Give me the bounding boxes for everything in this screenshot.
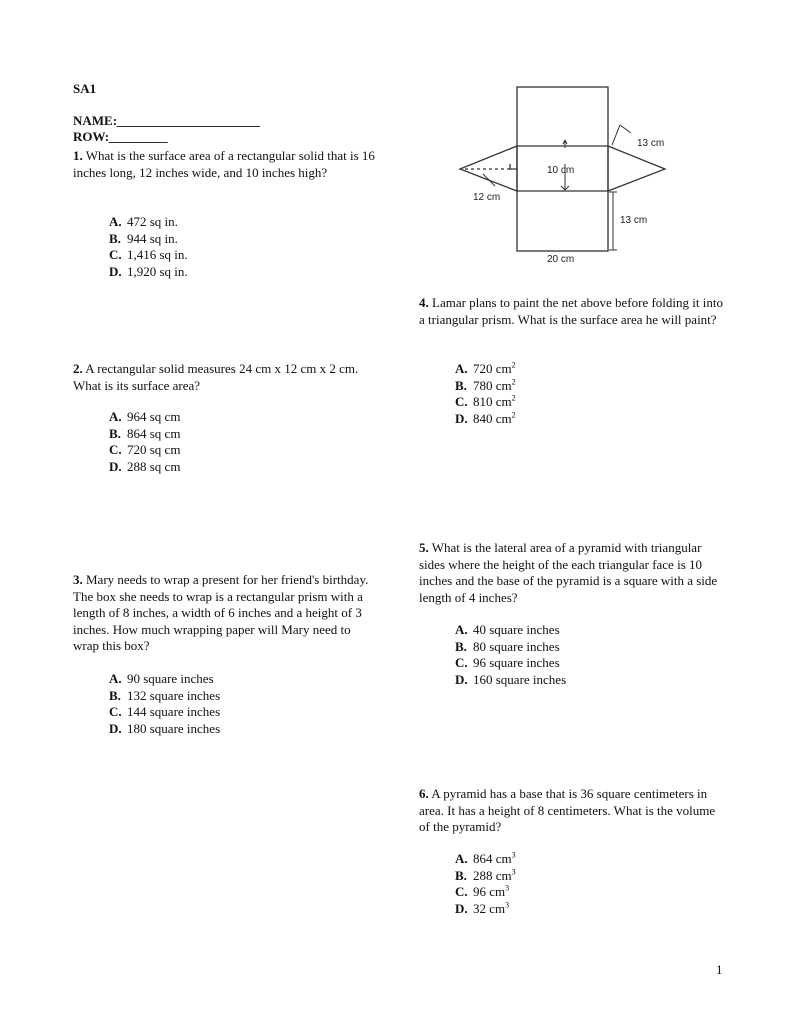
option-a <box>455 361 516 378</box>
option-letter: D. <box>109 458 122 474</box>
option-c <box>455 884 516 901</box>
option-letter: C. <box>109 442 122 457</box>
option-b <box>109 688 220 705</box>
unit-exponent: 3 <box>505 883 510 893</box>
option-text: 160 square inches <box>473 671 567 687</box>
option-text: 96 square inches <box>473 655 560 670</box>
option-text: 90 square inches <box>127 671 214 686</box>
option-text: 32 cm <box>473 900 506 916</box>
question-3 <box>73 572 378 655</box>
option-a <box>109 671 220 688</box>
option-text: 96 cm <box>473 884 506 899</box>
unit-exponent: 3 <box>511 850 516 860</box>
option-text: 1,416 sq in. <box>127 247 188 262</box>
name-field: NAME:______________________ <box>73 113 261 128</box>
option-b <box>109 231 188 248</box>
option-d <box>109 721 220 738</box>
label-10cm: 10 cm <box>547 165 575 176</box>
option-letter: B. <box>109 230 121 246</box>
label-13cm-slant: 13 cm <box>637 138 665 149</box>
option-a <box>109 409 180 426</box>
page-number: 1 <box>716 962 723 977</box>
prism-net-figure <box>455 80 695 270</box>
option-letter: A. <box>109 214 122 229</box>
right-triangle <box>608 146 665 191</box>
unit-exponent: 2 <box>511 377 516 387</box>
option-text: 864 sq cm <box>127 425 181 441</box>
option-a <box>455 622 566 639</box>
unit-exponent: 3 <box>505 900 510 910</box>
option-letter: A. <box>109 409 122 424</box>
option-letter: C. <box>109 247 122 262</box>
question-text: What is the surface area of a rectangular solid that is 16 inches long, 12 inches wide, and 10 inches high? <box>73 148 375 180</box>
option-text: 864 cm <box>473 851 512 866</box>
question-5 <box>419 540 719 606</box>
option-text: 288 cm <box>473 867 512 883</box>
option-c <box>455 655 566 672</box>
question-number: 4. <box>419 295 429 310</box>
question-5-options <box>455 622 566 688</box>
question-1-options <box>109 214 188 280</box>
question-text: Mary needs to wrap a present for her friend's birthday. The box she needs to wrap is a rectangular prism with a length of 8 inches, a width of 6 inches and a height of 3 inches. How much wrapping paper will Mary need to wrap this box? <box>73 572 369 653</box>
option-letter: C. <box>455 884 468 899</box>
option-b <box>455 378 516 395</box>
option-text: 944 sq in. <box>127 230 178 246</box>
option-letter: B. <box>455 867 467 883</box>
option-letter: B. <box>455 638 467 654</box>
option-letter: D. <box>455 410 468 426</box>
option-text: 144 square inches <box>127 704 221 719</box>
question-2-options <box>109 409 180 475</box>
option-d <box>455 672 566 689</box>
option-c <box>455 394 516 411</box>
question-number: 5. <box>419 540 429 555</box>
question-6 <box>419 786 719 836</box>
option-text: 720 sq cm <box>127 442 181 457</box>
question-6-options <box>455 851 516 917</box>
option-c <box>109 247 188 264</box>
option-text: 40 square inches <box>473 622 560 637</box>
option-b <box>109 426 180 443</box>
option-text: 132 square inches <box>127 687 221 703</box>
unit-exponent: 2 <box>511 360 516 370</box>
option-c <box>109 704 220 721</box>
question-number: 1. <box>73 148 83 163</box>
question-number: 6. <box>419 786 429 801</box>
option-letter: A. <box>455 622 468 637</box>
option-letter: A. <box>455 361 468 376</box>
label-13cm-side: 13 cm <box>620 215 648 226</box>
option-text: 1,920 sq in. <box>127 263 188 279</box>
question-2 <box>73 361 373 394</box>
option-text: 288 sq cm <box>127 458 181 474</box>
option-text: 964 sq cm <box>127 409 181 424</box>
option-text: 180 square inches <box>127 720 221 736</box>
option-letter: D. <box>109 263 122 279</box>
option-letter: C. <box>455 394 468 409</box>
question-text: What is the lateral area of a pyramid with triangular sides where the height of the each triangular face is 10 inches and the base of the pyramid is a square with a side length of 4 inches? <box>419 540 718 605</box>
option-text: 810 cm <box>473 394 512 409</box>
option-letter: D. <box>455 900 468 916</box>
option-letter: D. <box>109 720 122 736</box>
label-12cm: 12 cm <box>473 192 501 203</box>
option-text: 472 sq in. <box>127 214 178 229</box>
label-20cm: 20 cm <box>547 254 575 265</box>
unit-exponent: 3 <box>511 867 516 877</box>
option-letter: A. <box>455 851 468 866</box>
option-d <box>109 459 180 476</box>
unit-exponent: 2 <box>511 410 516 420</box>
option-letter: C. <box>455 655 468 670</box>
option-d <box>109 264 188 281</box>
worksheet-code: SA1 <box>73 81 97 96</box>
question-number: 2. <box>73 361 83 376</box>
question-4 <box>419 295 724 328</box>
option-a <box>109 214 188 231</box>
option-b <box>455 639 566 656</box>
option-text: 720 cm <box>473 361 512 376</box>
option-c <box>109 442 180 459</box>
option-text: 840 cm <box>473 410 512 426</box>
option-letter: D. <box>455 671 468 687</box>
option-text: 780 cm <box>473 377 512 393</box>
option-d <box>455 411 516 428</box>
unit-exponent: 2 <box>511 393 516 403</box>
question-4-options <box>455 361 516 427</box>
row-field: ROW:_________ <box>73 129 168 144</box>
option-a <box>455 851 516 868</box>
option-letter: B. <box>109 425 121 441</box>
question-text: A rectangular solid measures 24 cm x 12 cm x 2 cm. What is its surface area? <box>73 361 359 393</box>
option-d <box>455 901 516 918</box>
option-letter: B. <box>455 377 467 393</box>
option-letter: B. <box>109 687 121 703</box>
question-3-options <box>109 671 220 737</box>
option-b <box>455 868 516 885</box>
question-number: 3. <box>73 572 83 587</box>
option-letter: C. <box>109 704 122 719</box>
question-text: A pyramid has a base that is 36 square centimeters in area. It has a height of 8 centimeters. What is the volume of the pyramid? <box>419 786 716 834</box>
question-1 <box>73 148 378 181</box>
question-text: Lamar plans to paint the net above before folding it into a triangular prism. What is the surface area he will paint? <box>419 295 723 327</box>
option-text: 80 square inches <box>473 638 560 654</box>
option-letter: A. <box>109 671 122 686</box>
